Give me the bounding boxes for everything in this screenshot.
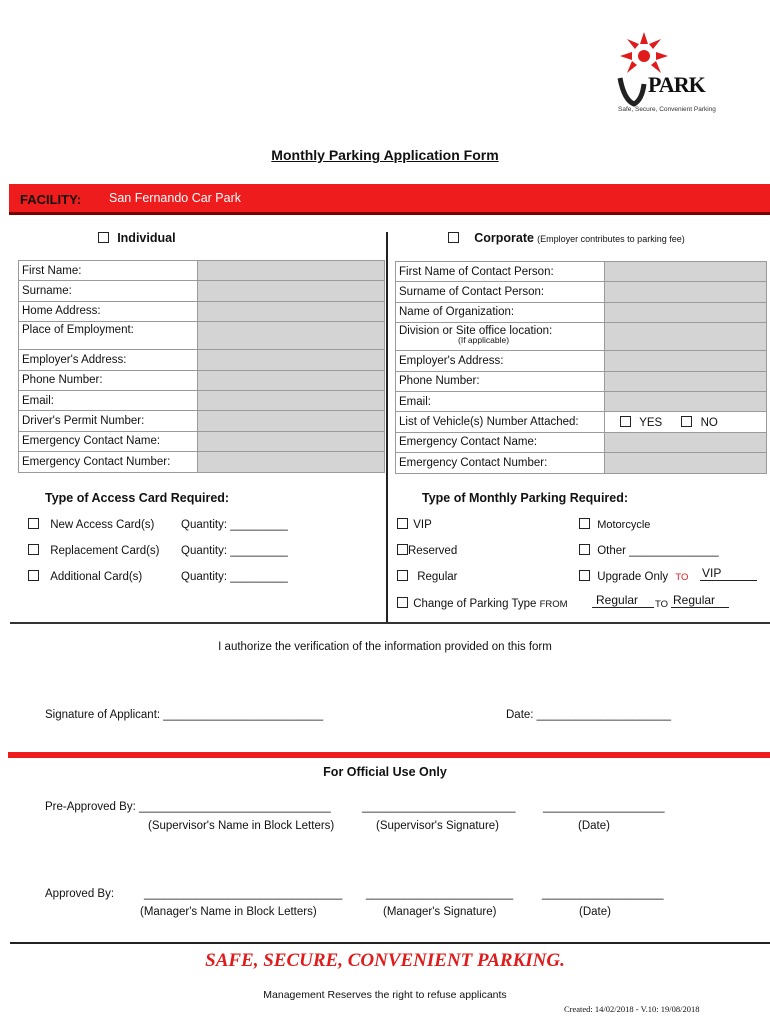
regular-label: Regular	[417, 571, 458, 583]
column-divider	[386, 232, 388, 622]
access-card-additional[interactable]	[28, 570, 142, 583]
approved-sig-line[interactable]: _______________________	[366, 888, 514, 900]
division-input[interactable]	[605, 323, 767, 351]
emergency-name-input[interactable]	[198, 431, 385, 451]
official-heading: For Official Use Only	[323, 765, 447, 779]
change-checkbox[interactable]	[397, 597, 408, 608]
facility-bar	[9, 184, 770, 215]
pre-supervisor-sig-line[interactable]: ________________________	[362, 801, 516, 813]
individual-heading: Individual	[117, 231, 176, 245]
individual-fields	[18, 260, 385, 473]
upgrade-to-label: TO	[675, 572, 689, 583]
corporate-note: (Employer contributes to parking fee)	[537, 234, 685, 244]
footer-note: Management Reserves the right to refuse applicants	[263, 989, 507, 1001]
field-label: Emergency Contact Name:	[19, 431, 198, 451]
field-label: Emergency Contact Number:	[396, 453, 605, 473]
table-row	[19, 322, 385, 350]
change-to-value[interactable]: Regular	[671, 593, 729, 608]
change-from-label: FROM	[539, 599, 568, 610]
corp-employer-address-input[interactable]	[605, 351, 767, 371]
corporate-option[interactable]	[448, 231, 685, 245]
official-divider	[8, 752, 770, 758]
new-card-checkbox[interactable]	[28, 518, 39, 529]
approved-label: Approved By:	[45, 888, 115, 900]
upgrade-checkbox[interactable]	[579, 570, 590, 581]
home-address-input[interactable]	[198, 301, 385, 321]
corp-email-input[interactable]	[605, 391, 767, 411]
date-caption-1: (Date)	[578, 820, 610, 832]
replacement-card-checkbox[interactable]	[28, 544, 39, 555]
parking-motorcycle-option[interactable]	[579, 518, 650, 531]
field-label: Driver's Permit Number:	[19, 411, 198, 431]
vehicle-yes-checkbox[interactable]	[620, 416, 631, 427]
footer-divider	[10, 942, 770, 944]
authorize-statement: I authorize the verification of the information provided on this form	[218, 641, 552, 653]
replacement-card-label: Replacement Card(s)	[50, 545, 160, 557]
first-name-input[interactable]	[198, 261, 385, 281]
vehicle-no-checkbox[interactable]	[681, 416, 692, 427]
parking-regular-option[interactable]	[397, 570, 457, 583]
change-to-label: TO	[655, 599, 669, 610]
slogan: SAFE, SECURE, CONVENIENT PARKING.	[205, 950, 565, 971]
parking-upgrade-option[interactable]	[579, 570, 688, 583]
contact-surname-input[interactable]	[605, 282, 767, 302]
manager-name-caption: (Manager's Name in Block Letters)	[140, 906, 317, 918]
table-row	[19, 452, 385, 472]
division-label-cell	[396, 323, 605, 351]
supervisor-name-caption: (Supervisor's Name in Block Letters)	[148, 820, 335, 832]
field-label: Phone Number:	[19, 370, 198, 390]
table-row	[19, 281, 385, 301]
parking-type-heading: Type of Monthly Parking Required:	[422, 491, 629, 505]
place-of-employment-input[interactable]	[198, 322, 385, 350]
applicant-signature[interactable]: Signature of Applicant: _________________________	[45, 709, 324, 721]
corp-emergency-name-input[interactable]	[605, 432, 767, 452]
table-row	[396, 412, 767, 432]
field-label: First Name:	[19, 261, 198, 281]
new-card-quantity[interactable]: Quantity: _________	[181, 519, 288, 531]
field-label: Division or Site office location:	[399, 325, 553, 338]
approved-name-line[interactable]: _______________________________	[144, 888, 343, 900]
table-row	[396, 391, 767, 411]
field-label: Employer's Address:	[19, 350, 198, 370]
if-applicable-note: (If applicable)	[458, 335, 510, 346]
corporate-heading: Corporate	[474, 231, 534, 245]
pre-approved-signature[interactable]: Pre-Approved By: ______________________________	[45, 801, 331, 813]
table-row	[396, 323, 767, 351]
additional-card-label: Additional Card(s)	[50, 571, 143, 583]
pre-date-line[interactable]: ___________________	[543, 801, 665, 813]
field-label: Home Address:	[19, 301, 198, 321]
table-row	[396, 302, 767, 322]
field-label: First Name of Contact Person:	[396, 262, 605, 282]
table-row	[396, 371, 767, 391]
vip-checkbox[interactable]	[397, 518, 408, 529]
table-row	[19, 261, 385, 281]
field-label: Surname:	[19, 281, 198, 301]
field-label: Email:	[19, 390, 198, 410]
additional-card-quantity[interactable]: Quantity: _________	[181, 571, 288, 583]
corp-emergency-number-input[interactable]	[605, 453, 767, 473]
logo-tagline: Safe, Secure, Convenient Parking	[618, 106, 716, 113]
other-label: Other ______________	[597, 545, 719, 557]
table-row	[396, 262, 767, 282]
logo-brand: PARK	[648, 72, 705, 97]
vehicle-yes-label: YES	[639, 416, 663, 429]
vehicle-list-options	[605, 412, 767, 432]
parking-vip-option[interactable]	[397, 518, 432, 531]
field-label: Place of Employment:	[19, 322, 198, 350]
other-checkbox[interactable]	[579, 544, 590, 555]
facility-value: San Fernando Car Park	[109, 191, 242, 205]
field-label: List of Vehicle(s) Number Attached:	[396, 412, 605, 432]
facility-label: FACILITY:	[20, 192, 82, 207]
parking-change-option[interactable]	[397, 597, 568, 610]
replacement-card-quantity[interactable]: Quantity: _________	[181, 545, 288, 557]
employer-address-input[interactable]	[198, 350, 385, 370]
table-row	[396, 282, 767, 302]
field-label: Surname of Contact Person:	[396, 282, 605, 302]
form-title: Monthly Parking Application Form	[271, 147, 499, 163]
section-divider	[10, 622, 770, 624]
email-input[interactable]	[198, 390, 385, 410]
motorcycle-checkbox[interactable]	[579, 518, 590, 529]
emergency-number-input[interactable]	[198, 452, 385, 472]
field-label: Email:	[396, 391, 605, 411]
access-card-heading: Type of Access Card Required:	[45, 491, 230, 505]
additional-card-checkbox[interactable]	[28, 570, 39, 581]
vip-label: VIP	[413, 519, 432, 531]
date-caption-2: (Date)	[579, 906, 611, 918]
access-card-replacement[interactable]	[28, 544, 160, 557]
individual-checkbox[interactable]	[98, 232, 109, 243]
corp-phone-input[interactable]	[605, 371, 767, 391]
manager-sig-caption: (Manager's Signature)	[383, 906, 497, 918]
field-label: Employer's Address:	[396, 351, 605, 371]
table-row	[19, 370, 385, 390]
reserved-checkbox[interactable]	[397, 544, 408, 555]
applicant-date[interactable]: Date: _____________________	[506, 709, 671, 721]
created-date: Created: 14/02/2018 - V.10: 19/08/2018	[564, 1004, 700, 1014]
surname-input[interactable]	[198, 281, 385, 301]
change-from-value[interactable]: Regular	[592, 593, 654, 608]
table-row	[19, 431, 385, 451]
vehicle-no-label: NO	[700, 416, 718, 429]
motorcycle-label: Motorcycle	[597, 519, 651, 531]
access-card-new[interactable]	[28, 518, 154, 531]
phone-input[interactable]	[198, 370, 385, 390]
upgrade-to-value[interactable]: VIP	[700, 566, 757, 581]
individual-option[interactable]	[98, 231, 176, 245]
corporate-checkbox[interactable]	[448, 232, 459, 243]
upgrade-label: Upgrade Only	[597, 571, 669, 583]
field-label: Name of Organization:	[396, 302, 605, 322]
table-row	[396, 351, 767, 371]
drivers-permit-input[interactable]	[198, 411, 385, 431]
parking-other-option[interactable]	[579, 544, 719, 557]
table-row	[19, 350, 385, 370]
table-row	[19, 390, 385, 410]
field-label: Emergency Contact Number:	[19, 452, 198, 472]
table-row	[396, 453, 767, 473]
new-card-label: New Access Card(s)	[50, 519, 155, 531]
organization-input[interactable]	[605, 302, 767, 322]
change-label: Change of Parking Type	[413, 598, 537, 610]
reserved-label: Reserved	[408, 545, 458, 557]
corporate-fields	[395, 261, 767, 474]
logo	[612, 28, 722, 118]
regular-checkbox[interactable]	[397, 570, 408, 581]
field-label: Phone Number:	[396, 371, 605, 391]
contact-first-name-input[interactable]	[605, 262, 767, 282]
table-row	[396, 432, 767, 452]
field-label: Emergency Contact Name:	[396, 432, 605, 452]
approved-date-line[interactable]: ___________________	[542, 888, 664, 900]
table-row	[19, 301, 385, 321]
parking-reserved-option[interactable]	[397, 544, 457, 557]
supervisor-sig-caption: (Supervisor's Signature)	[376, 820, 499, 832]
table-row	[19, 411, 385, 431]
